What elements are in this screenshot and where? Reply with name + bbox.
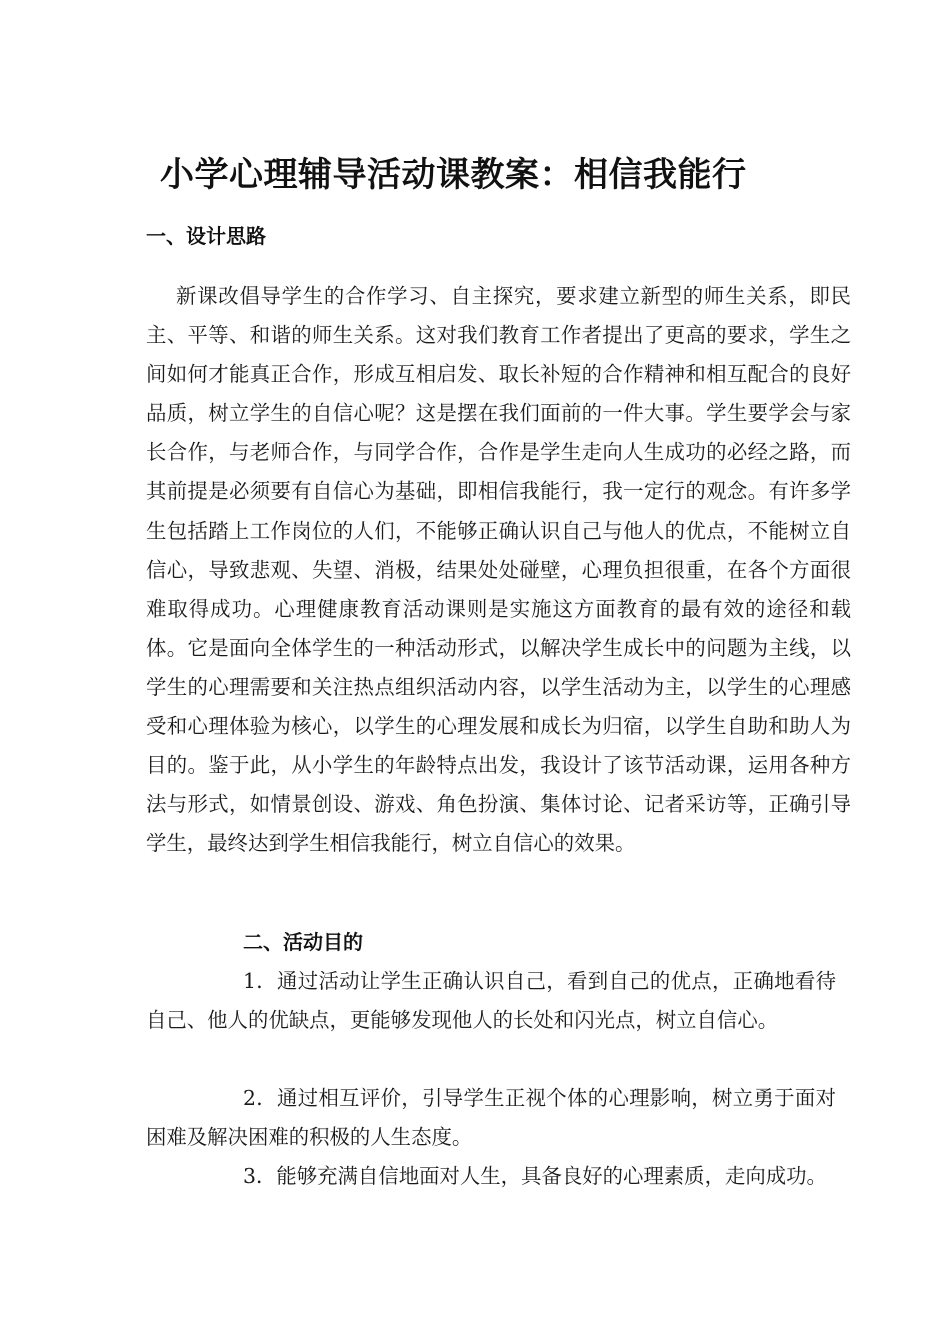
section-heading-activity-goals: 二、活动目的 xyxy=(243,930,363,954)
activity-goal-item-2: 2．通过相互评价，引导学生正视个体的心理影响，树立勇于面对困难及解决困难的积极的人生态度。 xyxy=(146,1086,836,1150)
activity-goal-item-3: 3．能够充满自信地面对人生，具备良好的心理素质，走向成功。 xyxy=(243,1164,827,1188)
activity-goal-item-1: 1．通过活动让学生正确认识自己，看到自己的优点，正确地看待自己、他人的优缺点，更能够发现他人的长处和闪光点，树立自信心。 xyxy=(146,969,836,1033)
design-idea-paragraph: 新课改倡导学生的合作学习、自主探究，要求建立新型的师生关系，即民主、平等、和谐的师生关系。这对我们教育工作者提出了更高的要求，学生之间如何才能真正合作，形成互相启发、取长补短的合作精神和相互配合的良好品质，树立学生的自信心呢？这是摆在我们面前的一件大事。学生要学会与家长合作，与老师合作，与同学合作，合作是学生走向人生成功的必经之路，而其前提是必须要有自信心为基础，即相信我能行，我一定行的观念。有许多学生包括踏上工作岗位的人们，不能够正确认识自己与他人的优点，不能树立自信心，导致悲观、失望、消极，结果处处碰壁，心理负担很重，在各个方面很难取得成功。心理健康教育活动课则是实施这方面教育的最有效的途径和载体。它是面向全体学生的一种活动形式，以解决学生成长中的问题为主线，以学生的心理需要和关注热点组织活动内容，以学生活动为主，以学生的心理感受和心理体验为核心，以学生的心理发展和成长为归宿，以学生自助和助人为目的。鉴于此，从小学生的年龄特点出发，我设计了该节活动课，运用各种方法与形式，如情景创设、游戏、角色扮演、集体讨论、记者采访等，正确引导学生，最终达到学生相信我能行，树立自信心的效果。 xyxy=(146,284,851,856)
section-heading-design-idea: 一、设计思路 xyxy=(146,224,266,248)
document-title: 小学心理辅导活动课教案：相信我能行 xyxy=(160,155,747,195)
